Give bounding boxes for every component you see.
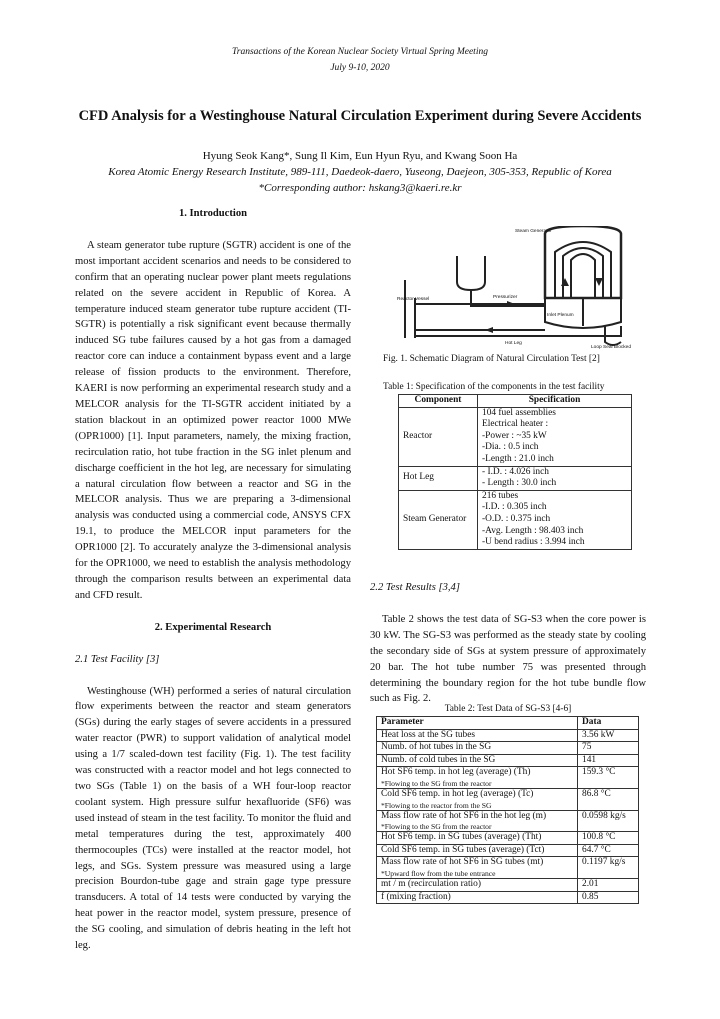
parameter-text: Numb. of hot tubes in the SG bbox=[381, 742, 492, 753]
intro-heading: 1. Introduction bbox=[178, 208, 248, 219]
table-row bbox=[377, 857, 639, 879]
table-2-caption: Table 2: Test Data of SG-S3 [4-6] bbox=[444, 704, 572, 714]
value-cell: 159.3 °C bbox=[578, 767, 639, 789]
author-block bbox=[0, 148, 720, 196]
parameter-cell bbox=[377, 844, 578, 857]
journal-name: Transactions of the Korean Nuclear Society Virtual Spring Meeting bbox=[232, 47, 488, 57]
specification-line: -I.D. : 0.305 inch bbox=[482, 502, 547, 513]
specification-line: 216 tubes bbox=[482, 490, 519, 501]
table-row bbox=[377, 754, 639, 767]
specification-line: -Avg. Length : 98.403 inch bbox=[482, 525, 584, 536]
parameter-note: *Flowing to the reactor from the SG bbox=[381, 800, 492, 810]
specification-line: 104 fuel assemblies bbox=[482, 407, 556, 418]
table-row bbox=[377, 788, 639, 810]
value-cell: 100.8 °C bbox=[578, 832, 639, 845]
parameter-text: Cold SF6 temp. in SG tubes (average) (Tct) bbox=[381, 844, 545, 855]
table-row bbox=[377, 891, 639, 904]
table-2-header-data: Data bbox=[578, 717, 639, 730]
label-pressurizer: Pressurizer bbox=[493, 295, 518, 300]
table-1-specification bbox=[398, 394, 632, 550]
parameter-text: mt / m (recirculation ratio) bbox=[381, 878, 481, 889]
journal-date: July 9-10, 2020 bbox=[330, 63, 390, 73]
value-cell: 75 bbox=[578, 742, 639, 755]
value-cell: 86.8 °C bbox=[578, 788, 639, 810]
table-row bbox=[377, 832, 639, 845]
parameter-cell bbox=[377, 729, 578, 742]
component-cell: Reactor bbox=[399, 407, 478, 466]
value-cell: 2.01 bbox=[578, 878, 639, 891]
table-row bbox=[399, 490, 632, 549]
flow-arrow-left bbox=[485, 327, 493, 333]
test-results-heading: 2.2 Test Results [3,4] bbox=[370, 582, 460, 593]
natural-circulation-schematic-diagram bbox=[395, 226, 635, 350]
parameter-cell bbox=[377, 754, 578, 767]
test-facility-paragraph: Westinghouse (WH) performed a series of natural circulation flow experiments between the reactor and steam generators (SGs) during the early stages of severe accidents in a pressured water reactor (PWR) to support validation of analytical model using a 1/7 scaled-down test facility (Fig. 1). The test facility was constructed with a reactor model and hot legs connected to two SGs (Table 1) on the basis of a WH four-loop reactor coolant system. High pressure sulfur hexafluoride (SF6) was used instead of steam in the test facility. To monitor the fluid and metal temperatures during the test, approximately 400 thermocouples (TCs) were installed at the reactor model, hot legs, and SGs. System pressure was measured using a large precision Bourdon-tube gage and strain gage type pressure transducers. A total of 14 tests were conducted by varying the heat power in the reactor model, system pressure, presence of the SG cooling, and simulation of debris heating in the left hot leg. bbox=[75, 685, 351, 952]
flow-arrow-down bbox=[595, 278, 603, 286]
table-2-header-parameter: Parameter bbox=[377, 717, 578, 730]
figure-1-schematic bbox=[395, 226, 635, 350]
parameter-cell bbox=[377, 832, 578, 845]
value-cell: 0.1197 kg/s bbox=[578, 857, 639, 879]
test-facility-heading: 2.1 Test Facility [3] bbox=[75, 653, 160, 665]
table-row bbox=[399, 466, 632, 490]
parameter-text: Mass flow rate of hot SF6 in the hot leg (m) bbox=[381, 810, 547, 821]
table-1-header-specification: Specification bbox=[478, 395, 632, 408]
component-cell: Steam Generator bbox=[399, 490, 478, 549]
specification-line: -O.D. : 0.375 inch bbox=[482, 513, 551, 524]
table-row bbox=[377, 742, 639, 755]
label-steam-generator: Steam Generator bbox=[515, 229, 552, 234]
table-row bbox=[399, 407, 632, 466]
paper-title: CFD Analysis for a Westinghouse Natural Circulation Experiment during Severe Accidents bbox=[78, 108, 642, 124]
specification-line: - I.D. : 4.026 inch bbox=[482, 466, 549, 477]
parameter-cell bbox=[377, 857, 578, 879]
table-row bbox=[377, 878, 639, 891]
table-1-caption: Table 1: Specification of the components in the test facility bbox=[383, 382, 605, 392]
parameter-cell bbox=[377, 891, 578, 904]
specification-line: -Power : ~35 kW bbox=[482, 430, 547, 441]
parameter-text: f (mixing fraction) bbox=[381, 891, 451, 902]
value-cell: 0.85 bbox=[578, 891, 639, 904]
parameter-cell bbox=[377, 810, 578, 832]
parameter-cell bbox=[377, 767, 578, 789]
left-column bbox=[75, 206, 351, 954]
value-cell: 141 bbox=[578, 754, 639, 767]
specification-cell bbox=[478, 407, 632, 466]
table-row bbox=[377, 844, 639, 857]
specification-cell bbox=[478, 490, 632, 549]
value-cell: 3.56 kW bbox=[578, 729, 639, 742]
specification-line: -Dia. : 0.5 inch bbox=[482, 442, 539, 453]
corresponding-author: *Corresponding author: hskang3@kaeri.re.kr bbox=[258, 182, 462, 194]
parameter-note: *Flowing to the SG from the reactor bbox=[381, 778, 492, 788]
parameter-text: Hot SF6 temp. in hot leg (average) (Th) bbox=[381, 767, 531, 778]
component-cell: Hot Leg bbox=[399, 466, 478, 490]
figure-1-caption: Fig. 1. Schematic Diagram of Natural Circulation Test [2] bbox=[383, 354, 600, 364]
label-loop-seal: Loop Seal Blocked bbox=[591, 345, 632, 350]
parameter-cell bbox=[377, 788, 578, 810]
table-1-header-component: Component bbox=[399, 395, 478, 408]
right-column bbox=[370, 580, 646, 707]
table-row bbox=[377, 767, 639, 789]
specification-cell bbox=[478, 466, 632, 490]
specification-line: -U bend radius : 3.994 inch bbox=[482, 537, 585, 548]
label-reactor-vessel: Reactor Vessel bbox=[397, 297, 430, 302]
value-cell: 64.7 °C bbox=[578, 844, 639, 857]
parameter-text: Numb. of cold tubes in the SG bbox=[381, 754, 496, 765]
parameter-note: *Upward flow from the tube entrance bbox=[381, 868, 496, 878]
parameter-text: Hot SF6 temp. in SG tubes (average) (Tht) bbox=[381, 832, 542, 843]
parameter-cell bbox=[377, 878, 578, 891]
table-row bbox=[377, 729, 639, 742]
parameter-text: Mass flow rate of hot SF6 in SG tubes (mt) bbox=[381, 857, 544, 868]
intro-paragraph: A steam generator tube rupture (SGTR) accident is one of the most important accident scenarios and needs to be considered to confirm that an operating nuclear power plant meets regulations related on the severe accident in Republic of Korea. A temperature induced steam generator tube rupture accident (TI-SGTR) is potentially a risk significant event because thermally induced SG tube failures caused by a hot gas from a damaged reactor core can induce a containment bypass event and a large release of fission products to the environment. Therefore, KAERI is now performing an experimental research study and a MELCOR analysis for the TI-SGTR accident initiated by a station blackout in an optimized power reactor 1000 MWe (OPR1000) [1]. Input parameters, namely, the mixing fraction, recirculation ratio, hot tube fraction in the SG inlet plenum and discharge coefficient in the hot leg, are necessary for simulating a natural circulation flow between a reactor and SG in the MELCOR analysis. Thus we are preparing a 3-dimensional analysis was conducted using a commercial code, ANSYS CFX 19.1, to produce the MELCOR input parameters for the OPR1000 [2]. To accurately analyze the 3-dimensional analysis for the OPR1000, we need to establish the analysis methodology through the comparison results between an experimental data and CFD result. bbox=[75, 239, 351, 601]
experimental-heading: 2. Experimental Research bbox=[154, 621, 272, 633]
table-row bbox=[377, 810, 639, 832]
parameter-cell bbox=[377, 742, 578, 755]
test-results-paragraph: Table 2 shows the test data of SG-S3 when the core power is 30 kW. The SG-S3 was performed as the steady state by cooling the secondary side of SGs at system pressure of approximately 20 bar. The hot tube number 75 was presented through determining the boundary region for the hot tube bundle flow such as Fig. 2. bbox=[370, 613, 646, 705]
label-hot-leg: Hot Leg bbox=[505, 341, 522, 346]
specification-line: Electrical heater : bbox=[482, 419, 549, 430]
affiliation: Korea Atomic Energy Research Institute, 989-111, Daedeok-daero, Yuseong, Daejeon, 305-353, Republic of Korea bbox=[108, 166, 612, 178]
journal-header bbox=[0, 44, 720, 76]
value-cell: 0.0598 kg/s bbox=[578, 810, 639, 832]
parameter-text: Cold SF6 temp. in hot leg (average) (Tc) bbox=[381, 788, 534, 799]
specification-line: -Length : 21.0 inch bbox=[482, 453, 554, 464]
table-2-test-data bbox=[376, 716, 639, 904]
parameter-note: *Flowing to the SG from the reactor bbox=[381, 822, 492, 832]
author-list: Hyung Seok Kang*, Sung Il Kim, Eun Hyun Ryu, and Kwang Soon Ha bbox=[202, 150, 518, 162]
label-inlet-plenum: Inlet Plenum bbox=[547, 313, 574, 318]
specification-line: - Length : 30.0 inch bbox=[482, 478, 557, 489]
parameter-text: Heat loss at the SG tubes bbox=[381, 729, 475, 740]
